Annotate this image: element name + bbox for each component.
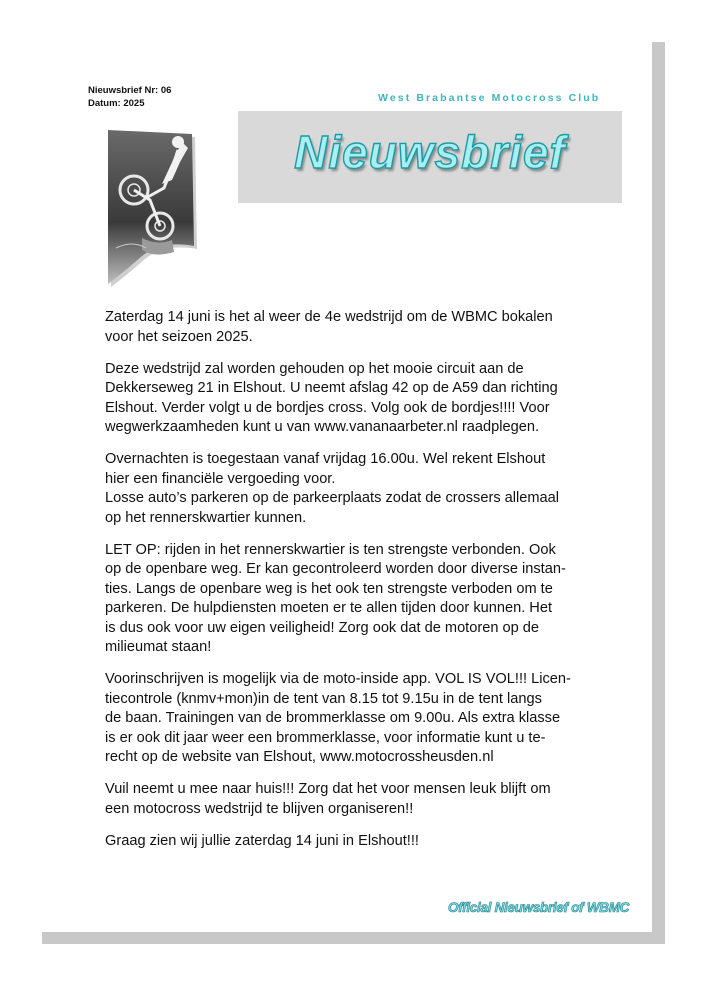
issue-date: Datum: 2025	[88, 98, 145, 109]
paragraph: Graag zien wij jullie zaterdag 14 juni in Elshout!!!	[105, 832, 419, 849]
title-banner	[238, 111, 622, 203]
page-title: Nieuwsbrief	[294, 126, 566, 178]
issue-number: Nieuwsbrief Nr: 06	[88, 85, 172, 96]
paragraph: Vuil neemt u mee naar huis!!! Zorg dat het voor mensen leuk blijft om een motocross wedstrijd te blijven organiseren!!	[105, 781, 551, 817]
club-name: West Brabantse Motocross Club	[378, 92, 601, 104]
issue-meta	[88, 84, 171, 110]
article-body	[105, 308, 630, 864]
paragraph: LET OP: rijden in het rennerskwartier is ten strengste verbonden. Ook op de openbare weg. Er kan gecontroleerd worden door diverse instan- ties. Langs de openbare weg is het ook ten strengste verboden om te parkeren. De hulpdiensten moeten er te allen tijden door kunnen. Het is dus ook voor uw eigen veiligheid! Zorg ook dat de motoren op de milieumat staan!	[105, 541, 566, 655]
paragraph: Deze wedstrijd zal worden gehouden op het mooie circuit aan de Dekkerseweg 21 in Elshout. U neemt afslag 42 op de A59 dan richting Elshout. Verder volgt u de bordjes cross. Volg ook de bordjes!!!! Voor wegwerkzaamheden kunt u van www.vananaarbeter.nl raadplegen.	[105, 360, 558, 435]
paragraph: Overnachten is toegestaan vanaf vrijdag 16.00u. Wel rekent Elshout hier een financiële vergoeding voor. Losse auto’s parkeren op de parkeerplaats zodat de crossers allemaal op het rennerskwartier kunnen.	[105, 451, 560, 526]
footer-tagline: Official Nieuwsbrief of WBMC	[448, 900, 630, 915]
paragraph: Voorinschrijven is mogelijk via de moto-inside app. VOL IS VOL!!! Licen- tiecontrole (knmv+mon)in de tent van 8.15 tot 9.15u in de tent langs de baan. Trainingen van de brommerklasse om 9.00u. Als extra klasse is er ook dit jaar weer een brommerklasse, voor informatie kunt u te- recht op de website van Elshout, www.motocrossheusden.nl	[105, 671, 571, 765]
paragraph: Zaterdag 14 juni is het al weer de 4e wedstrijd om de WBMC bokalen voor het seizoen 2025.	[105, 309, 553, 345]
motocross-rider-icon	[102, 128, 198, 288]
